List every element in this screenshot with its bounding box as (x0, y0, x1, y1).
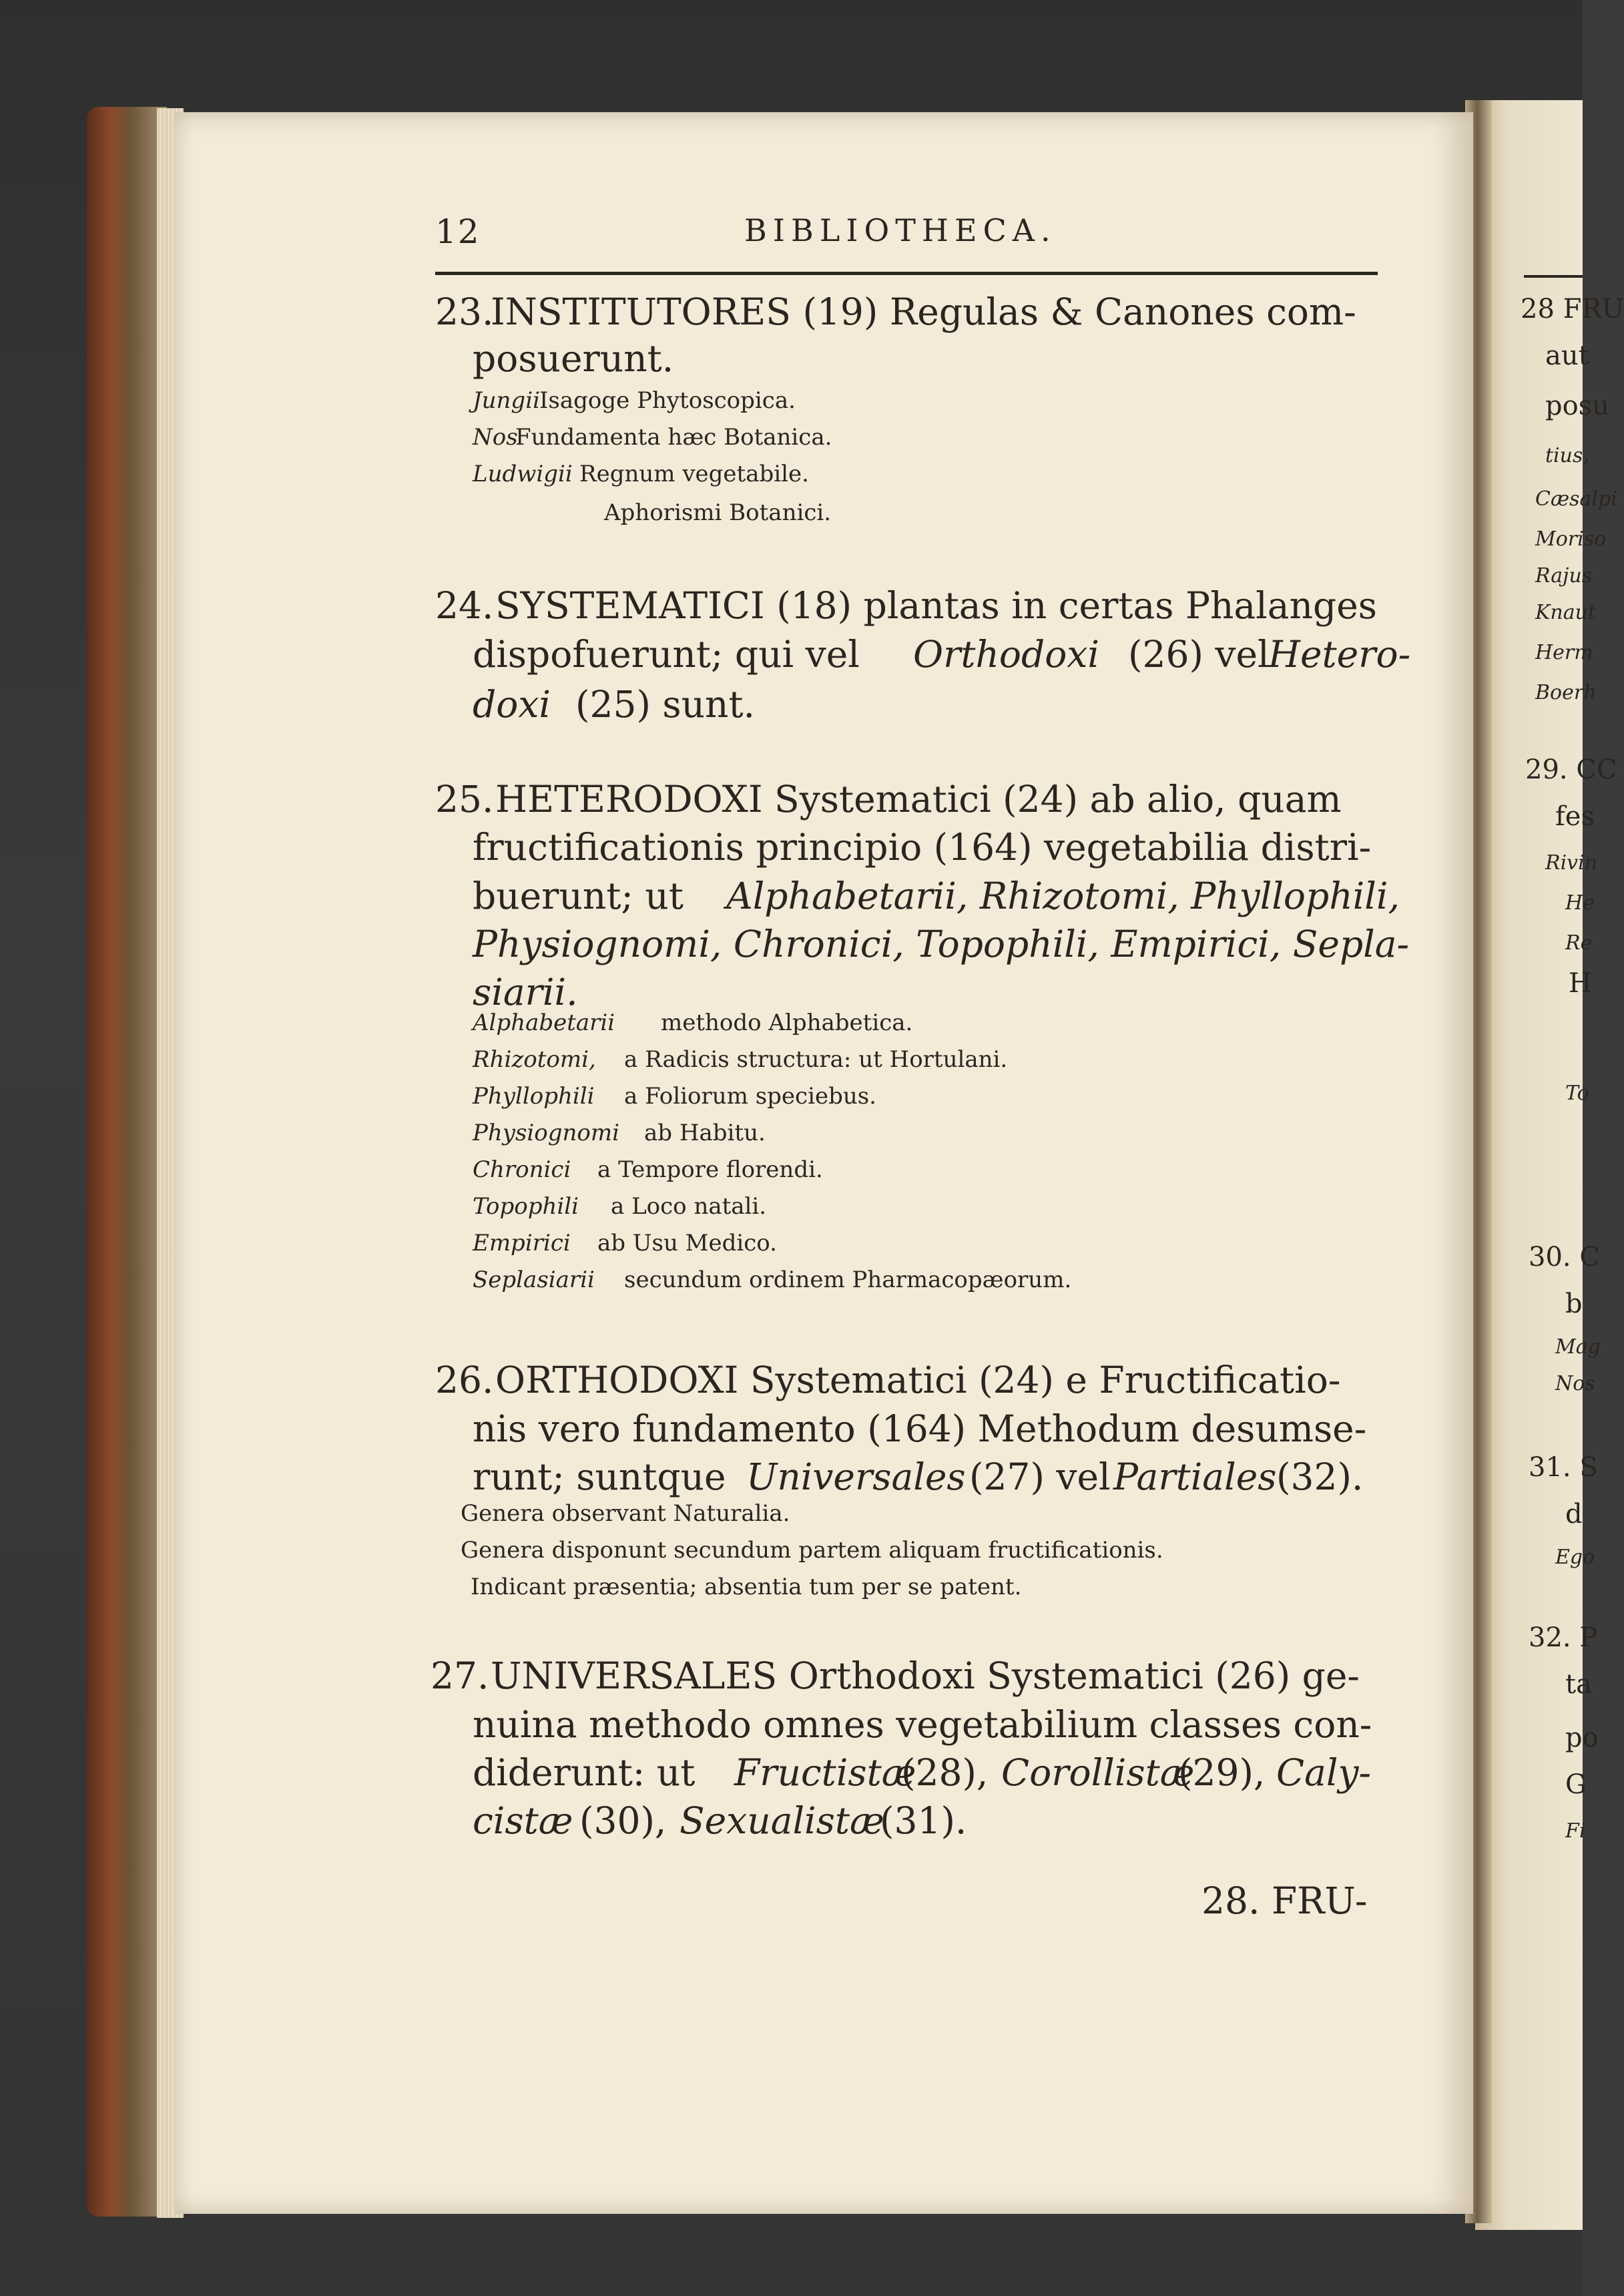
section-line: HETERODOXI Systematici (24) ab alio, quam (495, 778, 1342, 821)
facing-line: po (1565, 1723, 1599, 1753)
note-text: a Tempore florendi. (597, 1156, 823, 1183)
section-line: posuerunt. (473, 337, 674, 380)
section-line: UNIVERSALES Orthodoxi Systematici (26) ge- (491, 1654, 1360, 1697)
note-text: a Radicis structura: ut Hortulani. (624, 1046, 1008, 1073)
note-author: Physiognomi (473, 1120, 620, 1146)
facing-line: H (1569, 968, 1592, 999)
note-author: Topophili (473, 1193, 579, 1220)
note-text: Indicant præsentia; absentia tum per se patent. (471, 1574, 1022, 1600)
section-line: (29), (1178, 1751, 1266, 1794)
section-line: nuina methodo omnes vegetabilium classes con- (473, 1703, 1372, 1746)
section-line: (26) vel (1128, 633, 1270, 676)
facing-line: b (1565, 1289, 1583, 1319)
facing-line: d (1565, 1499, 1583, 1530)
section-number: 25. (435, 778, 494, 821)
section-line: (27) vel (969, 1455, 1111, 1498)
section-line: (25) sunt. (575, 683, 756, 726)
section-line: (32). (1276, 1455, 1364, 1498)
facing-line: 31. S (1529, 1452, 1598, 1483)
note-text: ab Usu Medico. (597, 1230, 777, 1256)
facing-line: Rivin (1545, 851, 1598, 875)
note-author: Alphabetarii (473, 1009, 615, 1036)
facing-line: 28 FRU (1521, 294, 1624, 324)
facing-line: He (1565, 891, 1595, 915)
section-line: diderunt: ut (473, 1751, 696, 1794)
note-text: Fundamenta hæc Botanica. (515, 424, 832, 451)
section-italic: Alphabetarii, Rhizotomi, Phyllophili, (726, 875, 1400, 917)
section-line: SYSTEMATICI (18) plantas in certas Phalanges (495, 584, 1377, 627)
note-text: Aphorismi Botanici. (604, 499, 832, 526)
facing-line: Ego (1555, 1546, 1595, 1569)
section-line: INSTITUTORES (19) Regulas & Canones com- (491, 290, 1356, 333)
facing-line: aut (1545, 340, 1589, 371)
note-text: Genera observant Naturalia. (461, 1500, 790, 1527)
note-author: Rhizotomi, (473, 1046, 596, 1073)
section-italic: doxi (473, 683, 551, 726)
facing-line: Moriso (1535, 527, 1607, 551)
facing-line: To (1565, 1082, 1589, 1105)
section-number: 23. (435, 290, 494, 333)
section-italic: Sexualistæ (680, 1799, 884, 1842)
note-text: methodo Alphabetica. (661, 1009, 913, 1036)
facing-line: 32. P (1529, 1622, 1598, 1653)
running-title: BIBLIOTHECA. (744, 212, 1057, 248)
facing-line: Nos (1555, 1372, 1595, 1395)
facing-line: Re (1565, 931, 1593, 955)
section-line: (30), (579, 1799, 667, 1842)
section-line: dispofuerunt; qui vel (473, 633, 860, 676)
catchword: 28. FRU- (1201, 1879, 1368, 1922)
facing-page-rule (1524, 275, 1583, 278)
note-author: Ludwigii (473, 461, 573, 487)
book-cover-left (87, 107, 167, 2217)
section-italic: Partiales (1113, 1455, 1277, 1498)
section-line: fructificationis principio (164) vegetabilia distri- (473, 826, 1372, 869)
note-author: Jungii (473, 387, 540, 414)
facing-line: Herm (1535, 641, 1593, 664)
section-italic: cistæ (473, 1799, 573, 1842)
note-author: Nos (473, 424, 518, 451)
section-line: nis vero fundamento (164) Methodum desumse- (473, 1407, 1367, 1450)
facing-line: 29. CC (1525, 754, 1617, 785)
section-number: 27. (431, 1654, 489, 1697)
section-italic: Hetero- (1268, 633, 1411, 676)
note-text: Isagoge Phytoscopica. (539, 387, 796, 414)
facing-line: fes (1555, 801, 1595, 832)
facing-line: ta (1565, 1669, 1592, 1700)
note-author: Seplasiarii (473, 1267, 595, 1293)
section-line: runt; suntque (473, 1455, 726, 1498)
section-line: (31). (880, 1799, 967, 1842)
facing-line: Rajus (1535, 564, 1593, 588)
section-line: ORTHODOXI Systematici (24) e Fructificatio- (495, 1359, 1341, 1401)
note-author: Phyllophili (473, 1083, 595, 1110)
facing-line: Mag (1555, 1335, 1601, 1359)
section-italic: Universales (746, 1455, 966, 1498)
header-rule (435, 272, 1378, 275)
section-line: buerunt; ut (473, 875, 684, 917)
section-number: 26. (435, 1359, 494, 1401)
section-italic: siarii. (473, 971, 578, 1013)
note-text: a Loco natali. (611, 1193, 767, 1220)
facing-line: Cæsalpi (1535, 487, 1617, 511)
note-author: Chronici (473, 1156, 571, 1183)
facing-line: posu (1545, 391, 1609, 421)
facing-line: G (1565, 1769, 1587, 1800)
note-text: Regnum vegetabile. (579, 461, 809, 487)
page-number: 12 (435, 212, 481, 251)
note-text: Genera disponunt secundum partem aliquam fructificationis. (461, 1537, 1163, 1564)
facing-line: Knaut (1535, 601, 1596, 624)
section-italic: Orthodoxi (913, 633, 1099, 676)
note-text: a Foliorum speciebus. (624, 1083, 876, 1110)
section-line: (28), (901, 1751, 989, 1794)
note-text: ab Habitu. (644, 1120, 766, 1146)
section-number: 24. (435, 584, 494, 627)
note-text: secundum ordinem Pharmacopæorum. (624, 1267, 1072, 1293)
note-author: Empirici (473, 1230, 571, 1256)
section-italic: Corollistæ (1001, 1751, 1195, 1794)
section-italic: Physiognomi, Chronici, Topophili, Empirici, Sepla- (473, 923, 1410, 965)
facing-line: 30. C (1529, 1242, 1600, 1273)
section-italic: Fructistæ (734, 1751, 916, 1794)
facing-line: tius, (1545, 444, 1589, 467)
facing-line: Fi (1565, 1819, 1586, 1843)
facing-line: Boerh (1535, 681, 1597, 704)
section-italic: Caly- (1276, 1751, 1372, 1794)
